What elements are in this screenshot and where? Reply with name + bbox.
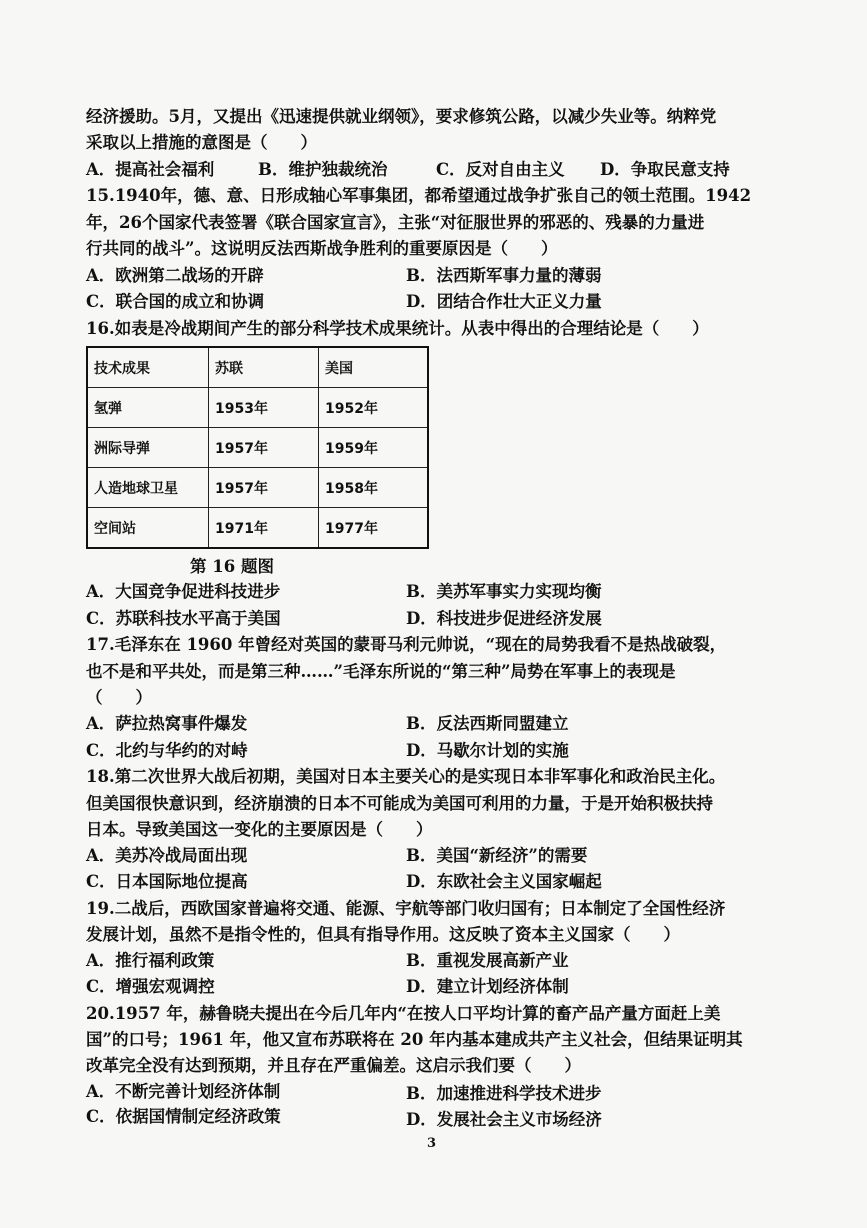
- q18-stem-line-3: 日本。导致美国这一变化的主要原因是（ ）: [86, 820, 433, 839]
- tech-achievements-table: [86, 346, 429, 549]
- q18-option-b[interactable]: B．美国“新经济”的需要: [406, 846, 588, 865]
- page-number: 3: [427, 1136, 437, 1151]
- q18-option-a[interactable]: A．美苏冷战局面出现: [86, 846, 248, 865]
- q15-stem-line-3: 行共同的战斗”。这说明反法西斯战争胜利的重要原因是（ ）: [86, 239, 558, 258]
- q16-option-c[interactable]: C．苏联科技水平高于美国: [86, 609, 281, 628]
- q15-option-a[interactable]: A．欧洲第二战场的开辟: [86, 266, 264, 285]
- q16-option-b[interactable]: B．美苏军事实力实现均衡: [406, 582, 602, 601]
- table-cell: 1952年: [319, 388, 429, 428]
- table-cell: 1977年: [319, 508, 429, 549]
- table-cell: 1971年: [209, 508, 319, 549]
- q18-option-c[interactable]: C．日本国际地位提高: [86, 872, 248, 891]
- q15-stem-line-1: 15.1940年，德、意、日形成轴心军事集团，都希望通过战争扩张自己的领土范围。1942: [86, 186, 752, 205]
- q17-stem-line-3: （ ）: [86, 688, 152, 707]
- q16-stem: 16.如表是冷战期间产生的部分科学技术成果统计。从表中得出的合理结论是（ ）: [86, 319, 709, 338]
- q16-option-d[interactable]: D．科技进步促进经济发展: [406, 609, 602, 628]
- q19-option-b[interactable]: B．重视发展高新产业: [406, 951, 569, 970]
- q19-option-c[interactable]: C．增强宏观调控: [86, 977, 215, 996]
- table-row: [87, 508, 428, 549]
- q20-stem-line-2: 国”的口号；1961 年，他又宣布苏联将在 20 年内基本建成共产主义社会，但结果证明其: [86, 1030, 743, 1049]
- table-cell: 1958年: [319, 468, 429, 508]
- q16-option-a[interactable]: A．大国竞争促进科技进步: [86, 582, 281, 601]
- table-cell: 人造地球卫星: [87, 468, 209, 508]
- q20-option-d[interactable]: D．发展社会主义市场经济: [406, 1110, 602, 1129]
- q20-stem-line-1: 20.1957 年，赫鲁晓夫提出在今后几年内“在按人口平均计算的畜产品产量方面赶上美: [86, 1004, 721, 1023]
- table-cell: 氢弹: [87, 388, 209, 428]
- q16-table-caption: 第 16 题图: [190, 557, 274, 576]
- q14-option-d[interactable]: D．争取民意支持: [600, 160, 730, 179]
- q14-stem-line-1: 经济援助。5月，又提出《迅速提供就业纲领》，要求修筑公路，以减少失业等。纳粹党: [86, 107, 717, 126]
- table-cell: 1957年: [209, 468, 319, 508]
- table-row: [87, 428, 428, 468]
- q18-stem-line-1: 18.第二次世界大战后初期，美国对日本主要关心的是实现日本非军事化和政治民主化。: [86, 767, 726, 786]
- q14-option-c[interactable]: C．反对自由主义: [436, 160, 565, 179]
- table-cell: 洲际导弹: [87, 428, 209, 468]
- q15-option-c[interactable]: C．联合国的成立和协调: [86, 292, 265, 311]
- q17-option-d[interactable]: D．马歇尔计划的实施: [406, 741, 569, 760]
- q18-option-d[interactable]: D．东欧社会主义国家崛起: [406, 872, 602, 891]
- q18-stem-line-2: 但美国很快意识到，经济崩溃的日本不可能成为美国可利用的力量，于是开始积极扶持: [86, 794, 713, 813]
- q20-stem-line-3: 改革完全没有达到预期，并且存在严重偏差。这启示我们要（ ）: [86, 1056, 581, 1075]
- q14-option-b[interactable]: B．维护独裁统治: [258, 160, 388, 179]
- q19-option-a[interactable]: A．推行福利政策: [86, 951, 215, 970]
- table-cell: 空间站: [87, 508, 209, 549]
- q19-option-d[interactable]: D．建立计划经济体制: [406, 977, 569, 996]
- q19-stem-line-1: 19.二战后，西欧国家普遍将交通、能源、宇航等部门收归国有；日本制定了全国性经济: [86, 899, 726, 918]
- table-cell: 1953年: [209, 388, 319, 428]
- table-row: [87, 388, 428, 428]
- q17-option-a[interactable]: A．萨拉热窝事件爆发: [86, 714, 248, 733]
- table-row: [87, 468, 428, 508]
- q17-option-c[interactable]: C．北约与华约的对峙: [86, 741, 248, 760]
- q17-stem-line-1: 17.毛泽东在 1960 年曾经对英国的蒙哥马利元帅说，“现在的局势我看不是热战破裂，: [86, 635, 727, 654]
- q20-option-a[interactable]: A．不断完善计划经济体制: [86, 1082, 281, 1101]
- table-cell: 1959年: [319, 428, 429, 468]
- q20-option-b[interactable]: B．加速推进科学技术进步: [406, 1084, 602, 1103]
- q15-stem-line-2: 年，26个国家代表签署《联合国家宣言》，主张“对征服世界的邪恶的、残暴的力量进: [86, 213, 705, 232]
- table-header-cell: 美国: [319, 347, 429, 388]
- table-header-row: [87, 347, 428, 388]
- q17-stem-line-2: 也不是和平共处，而是第三种……”毛泽东所说的“第三种”局势在军事上的表现是: [86, 662, 676, 681]
- q19-stem-line-2: 发展计划，虽然不是指令性的，但具有指导作用。这反映了资本主义国家（ ）: [86, 925, 680, 944]
- q14-option-a[interactable]: A．提高社会福利: [86, 160, 215, 179]
- q15-option-b[interactable]: B．法西斯军事力量的薄弱: [406, 266, 602, 285]
- q17-option-b[interactable]: B．反法西斯同盟建立: [406, 714, 569, 733]
- q20-option-c[interactable]: C．依据国情制定经济政策: [86, 1107, 281, 1126]
- q15-option-d[interactable]: D．团结合作壮大正义力量: [406, 292, 602, 311]
- q14-stem-line-2: 采取以上措施的意图是（ ）: [86, 133, 317, 152]
- table-header-cell: 技术成果: [87, 347, 209, 388]
- table-cell: 1957年: [209, 428, 319, 468]
- table-header-cell: 苏联: [209, 347, 319, 388]
